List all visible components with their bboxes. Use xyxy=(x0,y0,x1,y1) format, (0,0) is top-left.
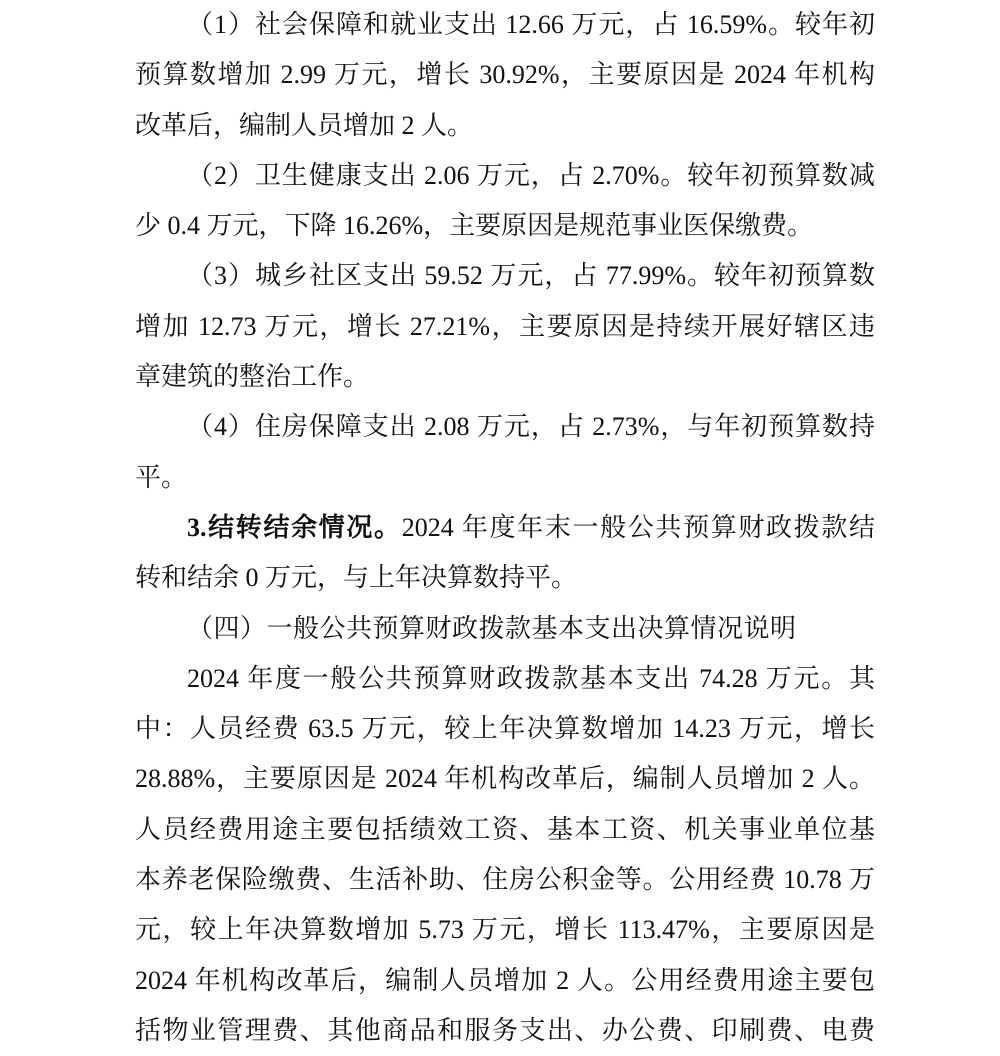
text-line: （1）社会保障和就业支出 12.66 万元，占 16.59%。较年初 xyxy=(187,10,875,39)
text-line: 章建筑的整治工作。 xyxy=(135,362,370,392)
paragraph-social-security-expense xyxy=(135,0,875,151)
text-line: 少 0.4 万元，下降 16.26%，主要原因是规范事业医保缴费。 xyxy=(135,211,814,241)
text-line: 元，较上年决算数增加 5.73 万元，增长 113.47%，主要原因是 xyxy=(135,915,875,945)
text-line: 转和结余 0 万元，与上年决算数持平。 xyxy=(135,563,578,593)
text-line: （4）住房保障支出 2.08 万元，占 2.73%，与年初预算数持 xyxy=(187,412,875,442)
text-line: 平。 xyxy=(135,462,188,492)
paragraph-urban-rural-community-expense xyxy=(135,251,875,402)
text-line: 括物业管理费、其他商品和服务支出、办公费、印刷费、电费 xyxy=(135,1015,875,1045)
text-line: 中：人员经费 63.5 万元，较上年决算数增加 14.23 万元，增长 xyxy=(135,714,875,744)
text-line: 28.88%，主要原因是 2024 年机构改革后，编制人员增加 2 人。 xyxy=(135,764,875,794)
text-line: （2）卫生健康支出 2.06 万元，占 2.70%。较年初预算数减 xyxy=(187,160,875,190)
text-line: 增加 12.73 万元，增长 27.21%，主要原因是持续开展好辖区违 xyxy=(135,311,875,341)
text-line: 2024 年机构改革后，编制人员增加 2 人。公用经费用途主要包 xyxy=(135,965,875,995)
text-line: 预算数增加 2.99 万元，增长 30.92%，主要原因是 2024 年机构 xyxy=(135,60,875,90)
text-line: （3）城乡社区支出 59.52 万元，占 77.99%。较年初预算数 xyxy=(187,261,875,291)
paragraph-housing-security-expense xyxy=(135,402,875,503)
text-line: 本养老保险缴费、生活补助、住房公积金等。公用经费 10.78 万 xyxy=(135,865,875,895)
section-heading: （四）一般公共预算财政拨款基本支出决算情况说明 xyxy=(187,613,797,643)
document-body xyxy=(135,0,875,1056)
text-line xyxy=(135,503,875,553)
text-line: 2024 年度一般公共预算财政拨款基本支出 74.28 万元。其 xyxy=(187,663,875,693)
paragraph-health-expense xyxy=(135,151,875,252)
text-line-content: 2024 年度年末一般公共预算财政拨款结 xyxy=(401,512,875,542)
text-line: 人员经费用途主要包括绩效工资、基本工资、机关事业单位基 xyxy=(135,814,875,844)
section-lead-title: 3.结转结余情况。 xyxy=(187,512,402,542)
text-line: 改革后，编制人员增加 2 人。 xyxy=(135,110,474,140)
paragraph-carryover-balance xyxy=(135,503,875,604)
paragraph-basic-expenditure xyxy=(135,654,875,1056)
